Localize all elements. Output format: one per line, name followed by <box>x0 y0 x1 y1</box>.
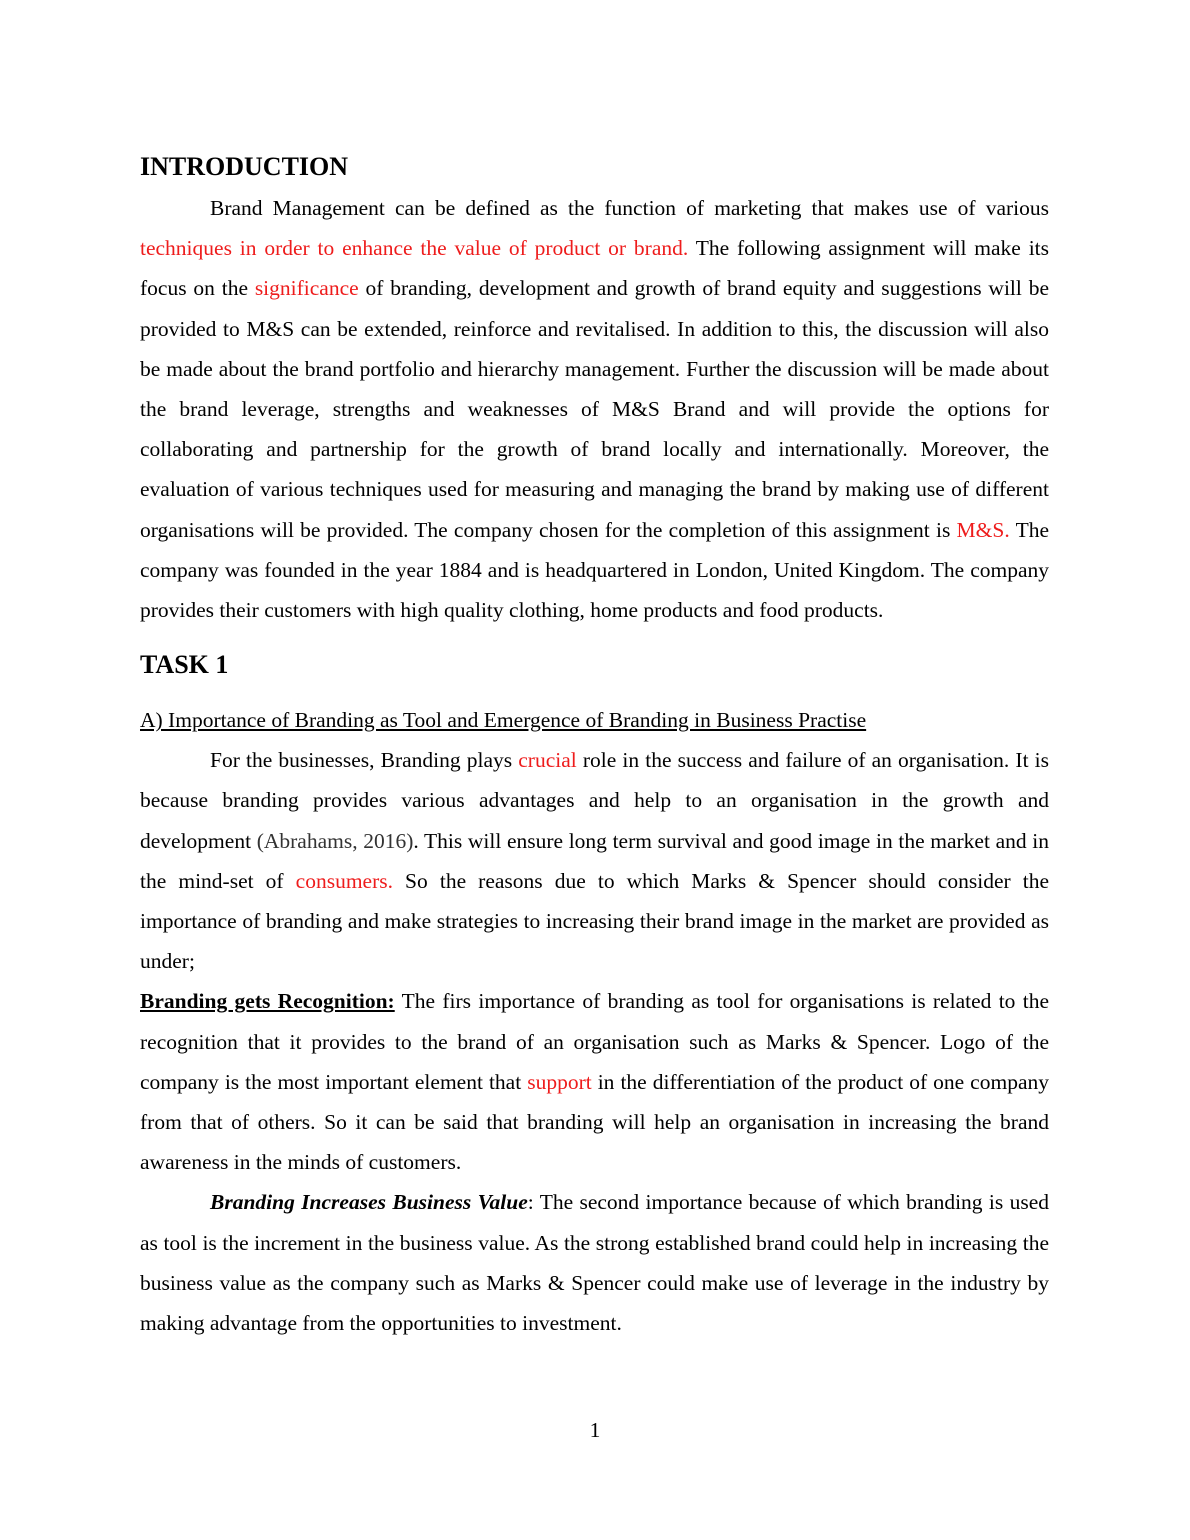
text-run: in the differentiation of the product of one company from that of others. So it can be said that branding will help an organisation in increasing the brand awareness in the minds of customers. <box>140 1069 1049 1175</box>
introduction-heading: INTRODUCTION <box>140 152 349 181</box>
task1-paragraph-1 <box>140 740 1049 981</box>
text-run: The following assignment will make its focus on the <box>140 236 1050 301</box>
text-run: . This will ensure long term survival and good image in the market and in the mind-set of <box>140 828 1049 893</box>
text-run: For the businesses, Branding plays <box>210 748 519 773</box>
document-page <box>140 150 1049 1343</box>
text-run: of branding, development and growth of brand equity and suggestions will be provided to M&S can be extended, reinforce and revitalised. In addition to this, the discussion will also be made about the brand portfolio and hierarchy management. Further the discussion will be made about the brand leverage, strengths and weaknesses of M&S Brand and will provide the options for collaborating and partnership for the growth of brand locally and internationally. Moreover, the evaluation of various techniques used for measuring and managing the brand by making use of different organisations will be provided. The company chosen for the completion of this assignment is <box>140 276 1049 542</box>
highlighted-text: significance <box>254 276 359 301</box>
citation: (Abrahams, 2016) <box>256 828 414 853</box>
task1-paragraph-recognition <box>140 981 1049 1182</box>
task1-heading: TASK 1 <box>140 650 229 680</box>
text-run: So the reasons due to which Marks & Spencer should consider the importance of branding and make strategies to increasing their brand image in the market are provided as under; <box>140 868 1050 974</box>
text-run: role in the success and failure of an organisation. It is because branding provides various advantages and help to an organisation in the growth and development <box>140 748 1050 853</box>
text-run: : The second importance because of which branding is used as tool is the increment in the business value. As the strong established brand could help in increasing the business value as the company such as Marks & Spencer could make use of leverage in the industry by making advantage from the opportunities to investment. <box>140 1190 1050 1336</box>
business-value-label: Branding Increases Business Value <box>210 1190 528 1215</box>
task1-subheading: A) Importance of Branding as Tool and Emergence of Branding in Business Practise <box>140 708 867 733</box>
text-run: The company was founded in the year 1884 and is headquartered in London, United Kingdom. The company provides their customers with high quality clothing, home products and food products. <box>140 517 1049 623</box>
highlighted-text: techniques in order to enhance the value of product or brand. <box>140 236 689 261</box>
highlighted-text: consumers. <box>295 868 393 893</box>
recognition-label: Branding gets Recognition: <box>140 989 395 1014</box>
task1-paragraph-business-value <box>140 1182 1049 1343</box>
highlighted-text: support <box>527 1069 592 1094</box>
text-run: The firs importance of branding as tool for organisations is related to the recognition that it provides to the brand of an organisation such as Marks & Spencer. Logo of the company is the most important element that <box>140 989 1049 1094</box>
highlighted-text: M&S. <box>956 517 1010 542</box>
highlighted-text: crucial <box>518 748 577 773</box>
text-run: Brand Management can be defined as the function of marketing that makes use of various <box>210 196 1049 220</box>
page-number: 1 <box>589 1418 601 1442</box>
introduction-paragraph <box>140 188 1049 630</box>
